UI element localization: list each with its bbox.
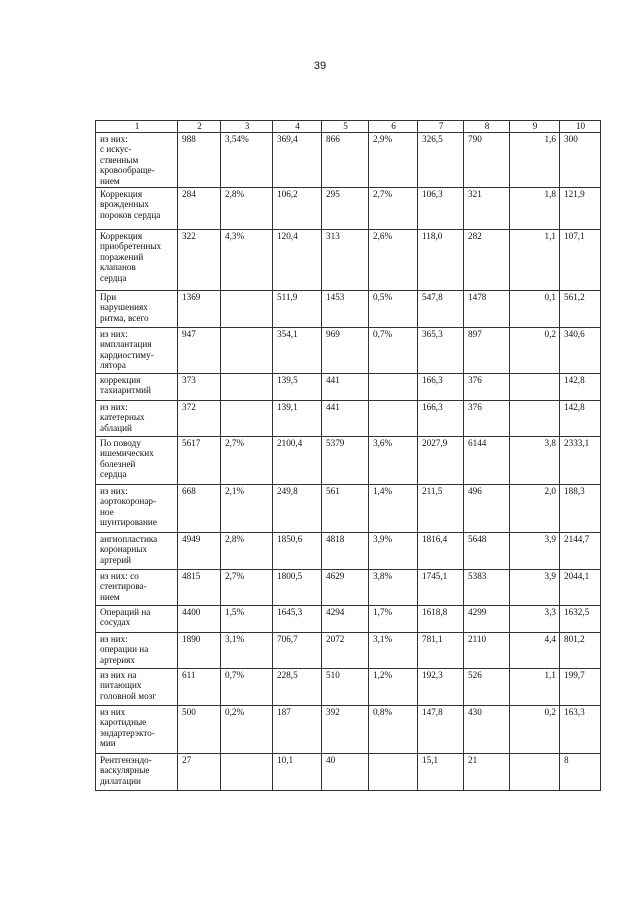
table-cell: 5379 — [322, 436, 369, 484]
table-cell: 1,4% — [369, 484, 418, 532]
table-row — [96, 668, 601, 705]
statistics-table — [95, 120, 601, 791]
table-cell: 441 — [322, 373, 369, 400]
table-cell: 1,6 — [510, 132, 560, 187]
table-cell: 142,8 — [560, 400, 601, 436]
table-cell: 611 — [178, 668, 221, 705]
table-cell: 2,1% — [221, 484, 273, 532]
table-cell: 354,1 — [273, 327, 322, 373]
table-cell: 199,7 — [560, 668, 601, 705]
table-cell: 27 — [178, 753, 221, 790]
table-cell: 2,9% — [369, 132, 418, 187]
table-cell: 3,9 — [510, 569, 560, 605]
table-cell: 372 — [178, 400, 221, 436]
table-cell: 2110 — [464, 632, 510, 668]
table-cell: 0,2 — [510, 327, 560, 373]
table-cell: 0,1 — [510, 290, 560, 327]
table-cell: 295 — [322, 187, 369, 229]
column-header: 1 — [96, 121, 178, 133]
table-cell: 2044,1 — [560, 569, 601, 605]
table-cell: 6144 — [464, 436, 510, 484]
table-cell: 1,1 — [510, 229, 560, 290]
table-cell: 511,9 — [273, 290, 322, 327]
table-cell: 3,9 — [510, 532, 560, 569]
table-cell: 988 — [178, 132, 221, 187]
row-label: из них: аортокоронар- ное шунтирование — [96, 484, 178, 532]
table-cell: 3,8% — [369, 569, 418, 605]
table-cell: 969 — [322, 327, 369, 373]
table-cell: 300 — [560, 132, 601, 187]
table-cell: 106,2 — [273, 187, 322, 229]
table-cell: 5617 — [178, 436, 221, 484]
row-label: коррекция тахиаритмий — [96, 373, 178, 400]
table-cell: 4629 — [322, 569, 369, 605]
table-cell: 441 — [322, 400, 369, 436]
table-cell: 365,3 — [418, 327, 464, 373]
table-cell: 121,9 — [560, 187, 601, 229]
table-cell: 106,3 — [418, 187, 464, 229]
table-cell: 2072 — [322, 632, 369, 668]
row-label: из них: со стентирова- нием — [96, 569, 178, 605]
table-row — [96, 569, 601, 605]
row-label: из них: операции на артериях — [96, 632, 178, 668]
table-cell: 1645,3 — [273, 605, 322, 632]
row-label: По поводу ишемических болезней сердца — [96, 436, 178, 484]
table-cell — [510, 753, 560, 790]
table-cell: 1850,6 — [273, 532, 322, 569]
table-cell: 376 — [464, 373, 510, 400]
table-cell: 3,1% — [369, 632, 418, 668]
table-cell: 561 — [322, 484, 369, 532]
row-label: ангиопластика коронарных артерий — [96, 532, 178, 569]
table-cell: 1,7% — [369, 605, 418, 632]
table-row — [96, 229, 601, 290]
table-header-row — [96, 121, 601, 133]
row-label: из них: катетерных аблаций — [96, 400, 178, 436]
row-label: Операций на сосудах — [96, 605, 178, 632]
table-cell: 369,4 — [273, 132, 322, 187]
table-cell: 192,3 — [418, 668, 464, 705]
table-cell: 801,2 — [560, 632, 601, 668]
table-row — [96, 632, 601, 668]
column-header: 8 — [464, 121, 510, 133]
table-cell: 376 — [464, 400, 510, 436]
row-label: из них: имплантация кардиостиму- лятора — [96, 327, 178, 373]
table-cell: 1453 — [322, 290, 369, 327]
table-cell: 322 — [178, 229, 221, 290]
table-cell: 313 — [322, 229, 369, 290]
table-cell — [369, 373, 418, 400]
table-cell: 706,7 — [273, 632, 322, 668]
table-cell: 166,3 — [418, 373, 464, 400]
table-cell: 561,2 — [560, 290, 601, 327]
table-cell: 0,7% — [221, 668, 273, 705]
table-cell: 15,1 — [418, 753, 464, 790]
table-cell: 1478 — [464, 290, 510, 327]
table-row — [96, 327, 601, 373]
table-cell: 1632,5 — [560, 605, 601, 632]
table-cell: 1800,5 — [273, 569, 322, 605]
table-cell: 547,8 — [418, 290, 464, 327]
table-cell: 4,3% — [221, 229, 273, 290]
table-cell: 120,4 — [273, 229, 322, 290]
table-cell: 897 — [464, 327, 510, 373]
table-row — [96, 605, 601, 632]
table-cell: 4818 — [322, 532, 369, 569]
table-cell: 4294 — [322, 605, 369, 632]
table-cell: 2333,1 — [560, 436, 601, 484]
table-cell: 8 — [560, 753, 601, 790]
table-cell: 4815 — [178, 569, 221, 605]
table-cell: 781,1 — [418, 632, 464, 668]
table-cell — [369, 400, 418, 436]
table-cell — [510, 400, 560, 436]
table-cell: 0,2 — [510, 705, 560, 753]
table-cell: 2,0 — [510, 484, 560, 532]
column-header: 6 — [369, 121, 418, 133]
table-cell: 1890 — [178, 632, 221, 668]
table-cell: 668 — [178, 484, 221, 532]
table-row — [96, 753, 601, 790]
row-label: из них: с искус- ственным кровообраще- нием — [96, 132, 178, 187]
table-cell: 947 — [178, 327, 221, 373]
table-row — [96, 187, 601, 229]
table-cell — [221, 400, 273, 436]
table-row — [96, 705, 601, 753]
page-number: 39 — [313, 60, 327, 72]
table-cell: 1,1 — [510, 668, 560, 705]
table-cell: 2,8% — [221, 532, 273, 569]
table-cell: 0,7% — [369, 327, 418, 373]
table-cell: 5648 — [464, 532, 510, 569]
table-body — [96, 132, 601, 790]
table-cell: 118,0 — [418, 229, 464, 290]
table-cell: 282 — [464, 229, 510, 290]
table-cell: 40 — [322, 753, 369, 790]
table-cell: 866 — [322, 132, 369, 187]
table-cell: 500 — [178, 705, 221, 753]
table-cell — [510, 373, 560, 400]
table-cell: 107,1 — [560, 229, 601, 290]
table-cell: 3,54% — [221, 132, 273, 187]
table-cell: 430 — [464, 705, 510, 753]
table-cell: 0,8% — [369, 705, 418, 753]
table-cell: 284 — [178, 187, 221, 229]
table-cell: 3,9% — [369, 532, 418, 569]
table-cell: 326,5 — [418, 132, 464, 187]
table-cell: 3,3 — [510, 605, 560, 632]
table-cell: 2027,9 — [418, 436, 464, 484]
table-cell: 4949 — [178, 532, 221, 569]
table-cell: 1,5% — [221, 605, 273, 632]
table-cell: 496 — [464, 484, 510, 532]
table-cell — [221, 373, 273, 400]
table-cell: 2,6% — [369, 229, 418, 290]
table-cell: 0,2% — [221, 705, 273, 753]
table-row — [96, 290, 601, 327]
table-cell: 249,8 — [273, 484, 322, 532]
table-cell: 4,4 — [510, 632, 560, 668]
column-header: 3 — [221, 121, 273, 133]
column-header: 9 — [510, 121, 560, 133]
table-cell: 321 — [464, 187, 510, 229]
table-cell: 3,1% — [221, 632, 273, 668]
table-cell: 2,7% — [221, 436, 273, 484]
column-header: 4 — [273, 121, 322, 133]
table-cell: 340,6 — [560, 327, 601, 373]
column-header: 10 — [560, 121, 601, 133]
table-row — [96, 436, 601, 484]
row-label: Коррекция приобретенных поражений клапанов сердца — [96, 229, 178, 290]
table-cell: 163,3 — [560, 705, 601, 753]
column-header: 7 — [418, 121, 464, 133]
column-header: 5 — [322, 121, 369, 133]
table-cell: 2,7% — [369, 187, 418, 229]
table-cell: 3,8 — [510, 436, 560, 484]
table-cell: 2,8% — [221, 187, 273, 229]
table-row — [96, 484, 601, 532]
table-cell: 1,8 — [510, 187, 560, 229]
table-cell: 373 — [178, 373, 221, 400]
table-cell: 166,3 — [418, 400, 464, 436]
table-cell — [369, 753, 418, 790]
table-cell: 790 — [464, 132, 510, 187]
row-label: Коррекция врожденных пороков сердца — [96, 187, 178, 229]
row-label: из них на питающих головной мозг — [96, 668, 178, 705]
table-cell: 1369 — [178, 290, 221, 327]
table-cell: 21 — [464, 753, 510, 790]
table-cell: 147,8 — [418, 705, 464, 753]
table-cell — [221, 327, 273, 373]
table-cell: 4299 — [464, 605, 510, 632]
row-label: При нарушениях ритма, всего — [96, 290, 178, 327]
table-cell: 228,5 — [273, 668, 322, 705]
table-cell: 2144,7 — [560, 532, 601, 569]
table-cell: 1745,1 — [418, 569, 464, 605]
table-cell: 10,1 — [273, 753, 322, 790]
table-row — [96, 532, 601, 569]
table-cell: 1816,4 — [418, 532, 464, 569]
table-cell: 0,5% — [369, 290, 418, 327]
row-label: Рентгенэндо- васкулярные дилатации — [96, 753, 178, 790]
table-cell: 139,5 — [273, 373, 322, 400]
table-cell — [221, 290, 273, 327]
table-cell: 142,8 — [560, 373, 601, 400]
table-cell: 139,1 — [273, 400, 322, 436]
table-cell: 1,2% — [369, 668, 418, 705]
table-cell: 3,6% — [369, 436, 418, 484]
table-cell — [221, 753, 273, 790]
table-row — [96, 373, 601, 400]
table-cell: 188,3 — [560, 484, 601, 532]
table-cell: 4400 — [178, 605, 221, 632]
table-cell: 1618,8 — [418, 605, 464, 632]
column-header: 2 — [178, 121, 221, 133]
table-cell: 392 — [322, 705, 369, 753]
table-row — [96, 132, 601, 187]
table-row — [96, 400, 601, 436]
table-cell: 510 — [322, 668, 369, 705]
table-cell: 2,7% — [221, 569, 273, 605]
table-cell: 5383 — [464, 569, 510, 605]
table-cell: 211,5 — [418, 484, 464, 532]
row-label: из них каротидные эндартерэкто- мии — [96, 705, 178, 753]
table-cell: 187 — [273, 705, 322, 753]
table-cell: 526 — [464, 668, 510, 705]
table-cell: 2100,4 — [273, 436, 322, 484]
